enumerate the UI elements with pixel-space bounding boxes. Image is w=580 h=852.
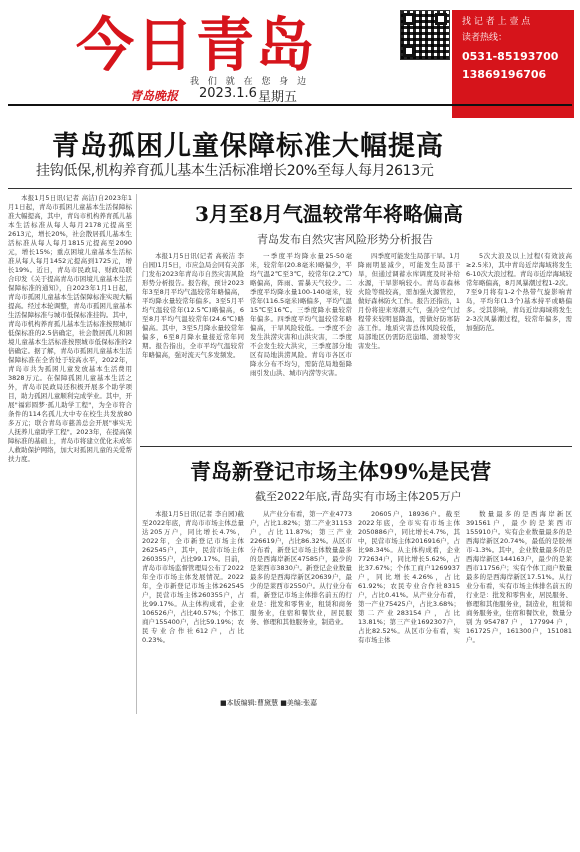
story2-subheadline: 青岛发布自然灾害风险形势分析报告 [257,233,433,246]
story3-col1 [142,510,244,690]
contact-phone-1: 0531-85193700 [462,50,559,63]
story1-divider [8,188,572,189]
story1-body [8,194,132,714]
column-divider [136,194,137,714]
story2-col2 [250,252,352,440]
story2-col4 [466,252,572,440]
brand-logo: 青岛晚报 [130,89,179,103]
story2-col3-text: 四季度可能发生局部干旱。1月降雨明显减少，可能发生局部干旱，但通过调蓄水库调度及时补给水源，干旱影响较小。青岛市森林火险等级较高，需加强火源管控，做好森林防火工作。报告还指出，1月份将迎来寒潮天气，强冷空气过程带来较明显降温，需做好防寒防冻工作。地质灾害总体风险较低，局部地区仍需防范崩塌、滑坡等灾害发生。 [358,252,460,350]
contact-heading: 找 记 者 上 壹 点 [462,17,531,27]
story1-subheadline: 挂钩低保,机构养育孤儿基本生活标准增长20%至每人每月2613元 [36,163,434,179]
story3-col3-text: 20605户，18936户。截至2022年底，全市实有市场主体2050886户，同比增长4.7%，其中，民营市场主体2016916户，占比98.34%。从主体构成看，企业772634户，同比增长5.62%，占比37.67%；个体工商户1269937户，同比增长4.26%，占比61.92%；农民专业合作社8315户，占比0.41%。从产业分布看，第一产业75425户，占比3.68%；第二产业283154户，占比13.81%；第三产业1692307户，占比82.52%。从区市分布看，实有市场主体 [358,510,460,644]
story3-col4-text: 数量最多的是西海岸新区391561户，最少的是莱西市155910户。实有企业数量最多的是西海岸新区20.74%，最低的是胶州市-1.3%。其中，企业数量最多的是西海岸新区144163户，最少的是莱西市11756户；实有个体工商户数量最多的是西海岸新区17.51%。从行业分布看，实有市场主体排名前五的行业是：批发和零售业，居民服务、修理和其他服务业，制造业，租赁和商务服务业，住宿和餐饮业，数量分别为954787户，177994户，161725户，161300户，151081户。 [466,510,572,644]
story2-divider [140,446,572,447]
story3-col2-text: 从产业分布看，第一产业4773户，占比1.82%；第二产业31153户，占比11.87%；第三产业226619户，占比86.32%。从区市分布看，新登记市场主体数量最多的是西海岸新区47585户，最少的是莱西市3830户。新登记企业数量最多的是西海岸新区20639户，最少的是莱西市2550户。从行业分布看，新登记市场主体排名前五的行业是：批发和零售业，租赁和商务服务业，住宿和餐饮业，居民服务、修理和其他服务业，制造业。 [250,510,352,626]
story3-headline: 青岛新登记市场主体99%是民营 [190,459,492,484]
qr-code-icon [400,10,450,60]
story2-col1-text: 本报1月5日讯(记者 高莜洁 李自园)1月5日，市应急局会同有关部门发布2023年青岛市自然灾害风险形势分析报告。报告称，预计2023年3至8月平均气温较常年略偏高，平均降水量较常年偏多。3至5月平均气温较常年(12.5℃)略偏高，6至8月平均气温较常年(24.6℃)略偏高。其中，3至5月降水量较常年偏多，6至8月降水量接近常年同期。报告指出，全市平均气温较常年略偏高，强对流天气多发频发。 [142,252,244,359]
story3-col1-text: 本报1月5日讯(记者 李自园)截至2022年底，青岛市市场主体总量达205万户，同比增长4.7%，2022年，全市新登记市场主体262545户，其中，民营市场主体260355户，占比99.17%。目前，青岛市市场监督管理局公布了2022年全市市场主体发展情况。2022年，全市新登记市场主体262545户，民营市场主体260355户，占比99.17%。从主体构成看，企业106526户，占比40.57%；个体工商户155400户，占比59.19%；农民专业合作社612户，占比0.23%。 [142,510,244,644]
story3-col2 [250,510,352,690]
story3-col3 [358,510,460,690]
story3-col4 [466,510,572,690]
contact-box [452,10,574,118]
story2-col3 [358,252,460,440]
issue-date: 2023.1.6 [199,86,257,101]
contact-hotline-label: 读者热线： [462,33,508,43]
masthead-title: 今日青岛 [76,11,317,79]
masthead-divider [8,104,572,106]
story3-subheadline: 截至2022年底,青岛实有市场主体205万户 [255,490,462,503]
story2-headline: 3月至8月气温较常年将略偏高 [195,202,463,226]
story2-col1 [142,252,244,440]
contact-phone-2: 13869196706 [462,68,547,81]
story1-body-text: 本报1月5日讯(记者 高洁)自2023年1月1日起，青岛市孤困儿童基本生活保障标准大幅提高，其中，青岛市机构养育孤儿基本生活标准从每人每月2178元提高至2613元，增长20%，社会散居孤儿基本生活标准从每人每月1815元提高至2090元，增长15%；重点困境儿童基本生活标准从每人每月1452元提高到1725元，增长19%。近日，青岛市民政局、财政局联合印发《关于提高青岛市困境儿童基本生活保障标准的通知》，自2023年1月1日起，青岛市孤困儿童基本生活保障标准实现大幅提高。经过本轮调整，青岛市孤困儿童基本生活保障标准与城市低保标准挂钩。其中，青岛市机构养育孤儿基本生活标准按照城市低保标准的2.5倍确定，社会散居孤儿和困境儿童基本生活标准按照城市低保标准的2倍确定。据了解，青岛市孤困儿童基本生活保障标准在全省处于较高水平，2022年，青岛市共为孤困儿童发放基本生活费用3828万元。在保障孤困儿童基本生活之外，青岛市民政局还积极开展多个助学项目，助力孤困儿童顺利完成学业。其中，开展"福彩圆梦·孤儿助学工程"，为全市符合条件的114名孤儿大中专在校生共发放80多万元；联合青岛市慈善总会开展"事实无人抚养儿童助学工程"。2023年，在提高保障标准的基础上，青岛市将建立优化未成年人救助保护网络，加大对孤困儿童的关爱帮扶力度。 [8,194,132,463]
editor-credits: ■本版编辑:曹黛慧 ■美编:张嘉 [220,699,318,707]
masthead-motto: 我 们 就 在 您 身 边 [190,77,310,87]
story1-headline: 青岛孤困儿童保障标准大幅提高 [52,131,444,162]
story2-col4-text: 5次大浪及以上过程(有效波高≥2.5米)，其中青岛近岸海域将发生6-10次大浪过程。青岛市近岸海域较常年略偏高，8月风暴潮过程1-2次。7至9月将有1-2个热带气旋影响青岛，平均年(1.3个)基本持平或略偏多。受其影响，青岛近岸海域将发生2-3次风暴潮过程，较常年偏多，需加强防范。 [466,252,572,332]
issue-weekday: 星期五 [258,90,298,105]
story2-col2-text: 一季度平均降水量25-50毫米，较常年(20.8毫米)略偏少，平均气温2℃至3℃，较常年(2.2℃)略偏高，阵雨、雷暴天气较少。二季度平均降水量100-140毫米，较常年(116.5毫米)略偏多，平均气温15℃至16℃。三季度降水量较常年偏多。四季度平均气温较常年略偏高，干旱风险较低。一季度不会发生洪涝灾害和山洪灾害，二季度不会发生较大洪灾，三季度部分地区有局地洪涝风险。青岛市各区市降水分布不均匀，需防范局地强降雨引发山洪、城市内涝等灾害。 [250,252,352,377]
